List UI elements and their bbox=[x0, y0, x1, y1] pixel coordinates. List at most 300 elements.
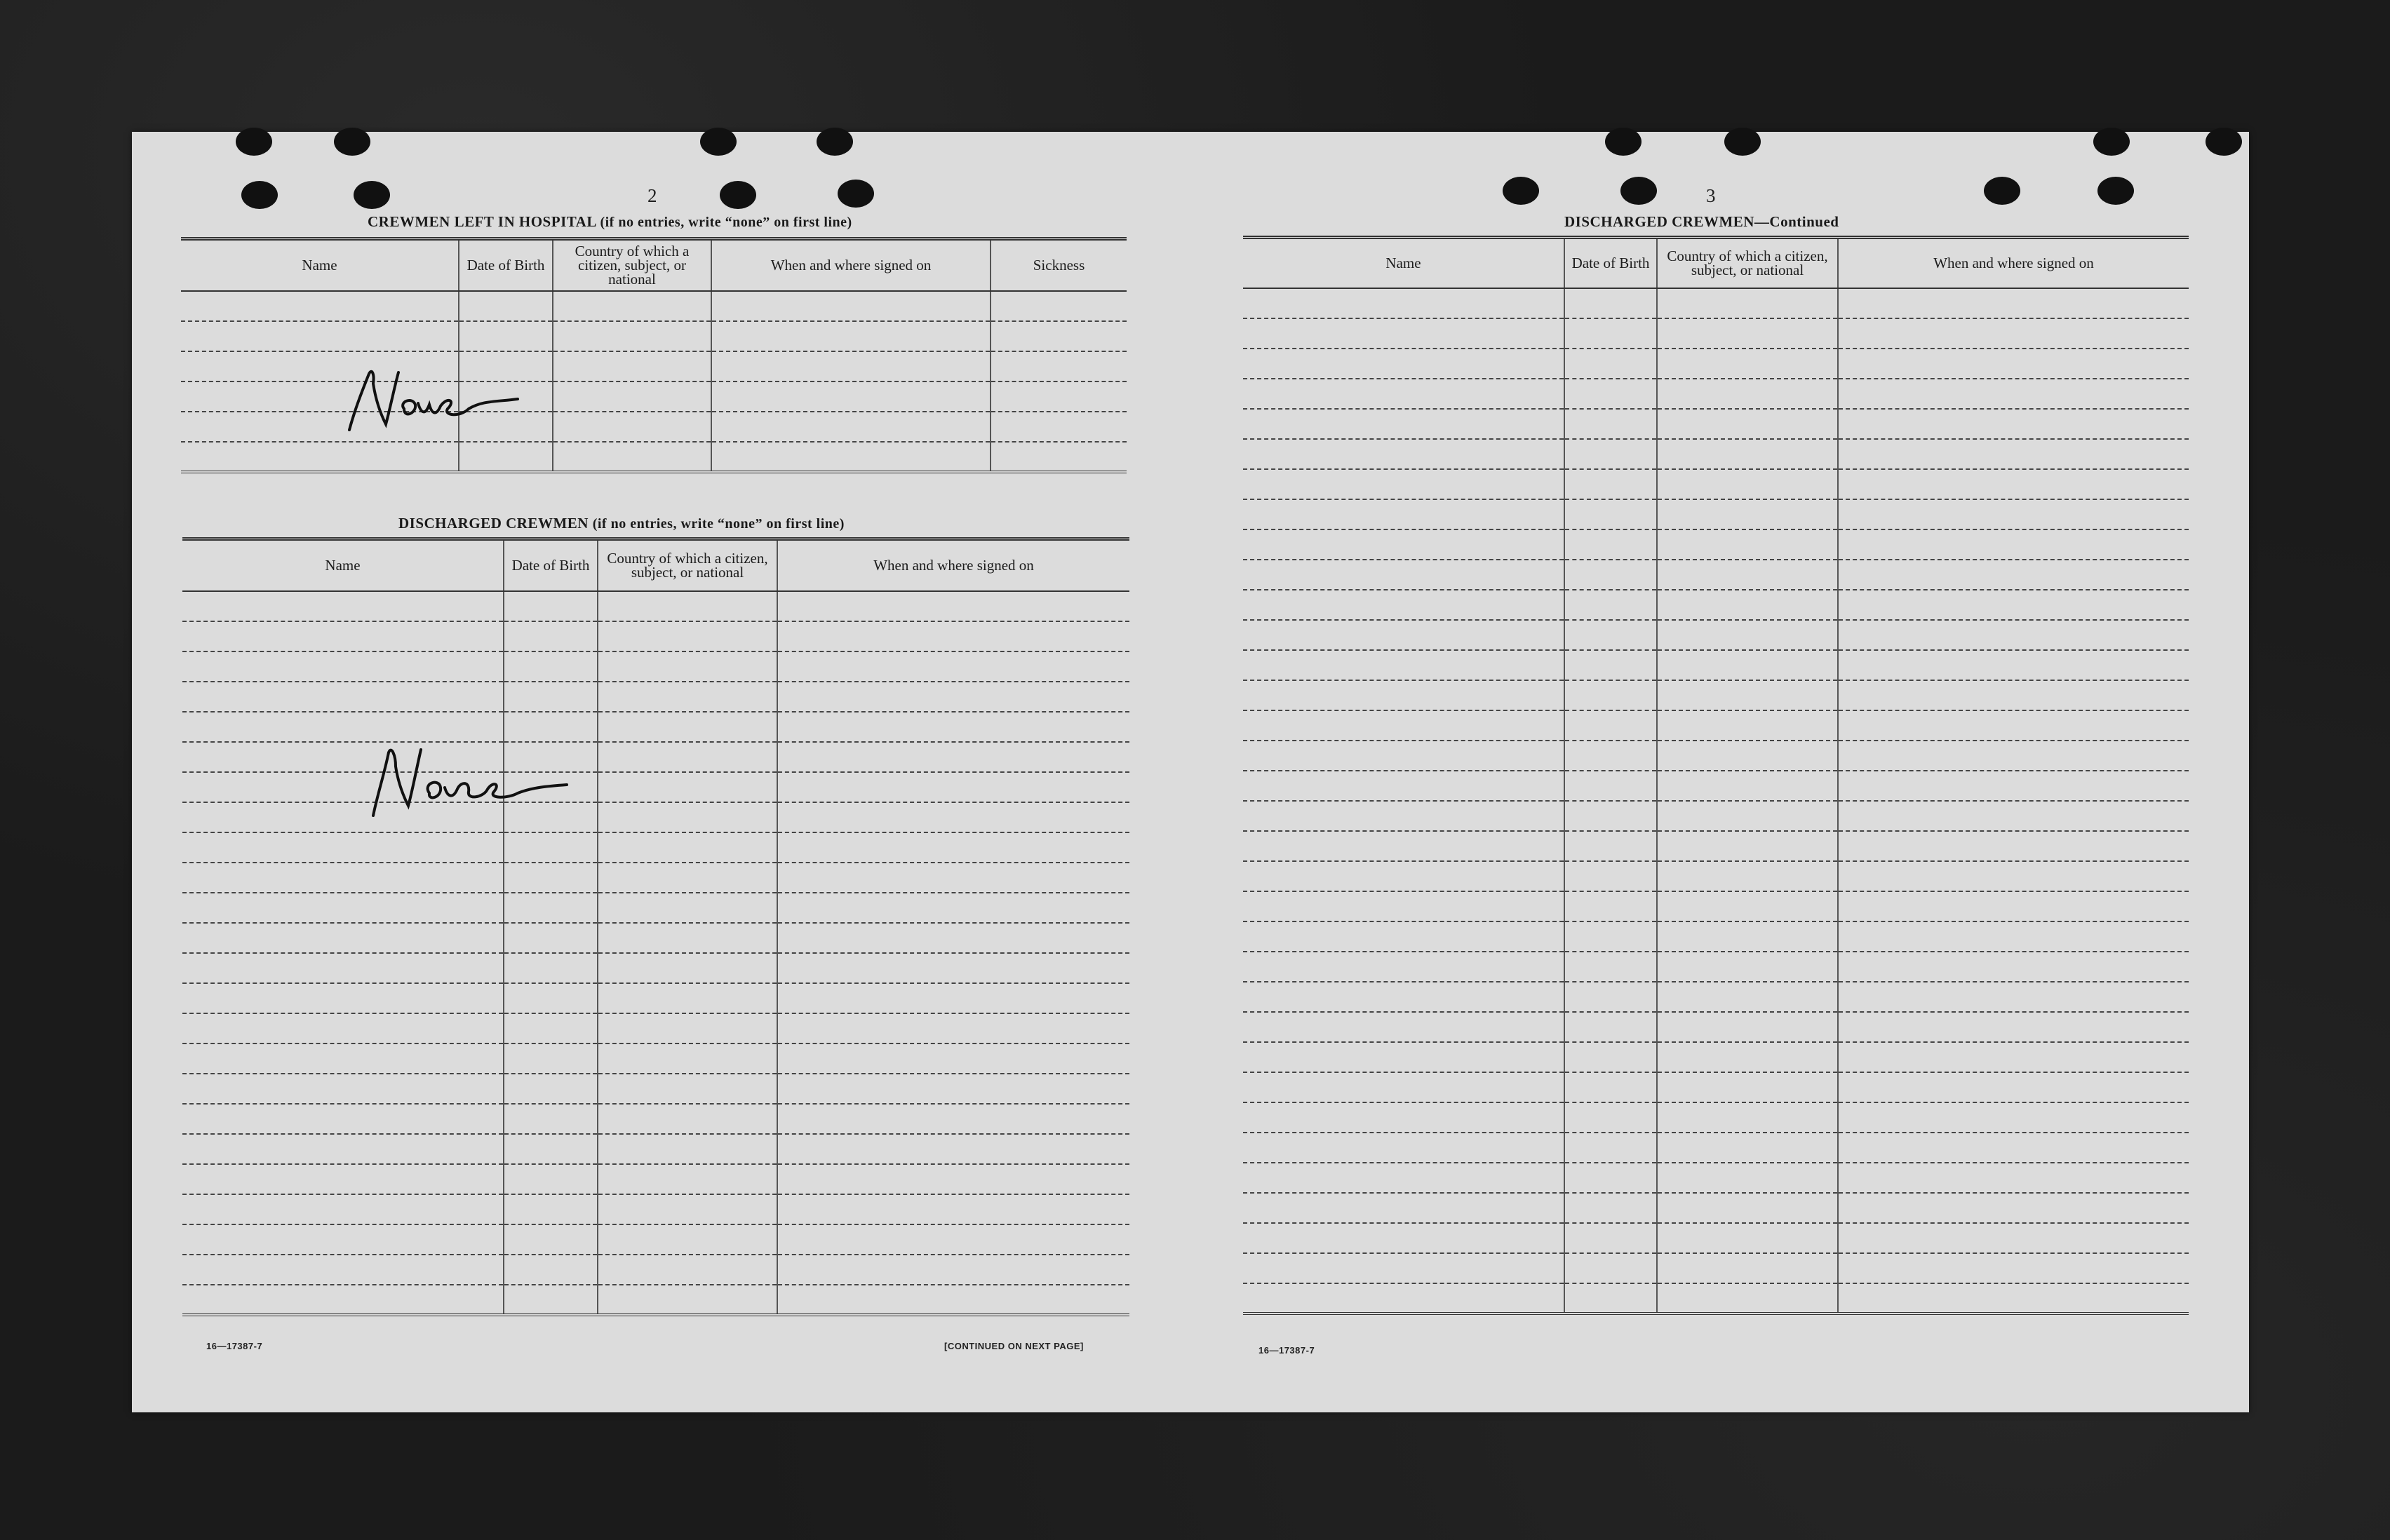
dob-cell[interactable] bbox=[1564, 741, 1657, 771]
dob-cell[interactable] bbox=[504, 1074, 598, 1104]
name-cell[interactable] bbox=[182, 802, 504, 832]
table-row bbox=[1243, 891, 2189, 921]
dob-cell[interactable] bbox=[504, 621, 598, 651]
dob-cell[interactable] bbox=[504, 651, 598, 682]
name-cell[interactable] bbox=[1243, 318, 1564, 349]
col-header-country: Country of which a citizen, subject, or national bbox=[553, 239, 711, 291]
name-cell[interactable] bbox=[1243, 288, 1564, 318]
table-row bbox=[1243, 469, 2189, 499]
sickness-cell[interactable] bbox=[991, 412, 1127, 442]
dob-cell[interactable] bbox=[1564, 560, 1657, 590]
table-row bbox=[1243, 952, 2189, 982]
dob-cell[interactable] bbox=[504, 1043, 598, 1074]
country-cell[interactable] bbox=[598, 1043, 777, 1074]
signed-on-cell[interactable] bbox=[1838, 409, 2189, 439]
signed-on-cell[interactable] bbox=[1838, 1283, 2189, 1313]
name-cell[interactable] bbox=[181, 291, 459, 321]
signed-on-cell[interactable] bbox=[1838, 1102, 2189, 1133]
dob-cell[interactable] bbox=[1564, 1012, 1657, 1042]
sickness-cell[interactable] bbox=[991, 321, 1127, 351]
country-cell[interactable] bbox=[598, 923, 777, 953]
name-cell[interactable] bbox=[1243, 891, 1564, 921]
signed-on-cell[interactable] bbox=[777, 832, 1129, 863]
country-cell[interactable] bbox=[1657, 288, 1838, 318]
dob-cell[interactable] bbox=[1564, 620, 1657, 650]
name-cell[interactable] bbox=[1243, 952, 1564, 982]
dob-cell[interactable] bbox=[459, 351, 553, 381]
signed-on-cell[interactable] bbox=[1838, 620, 2189, 650]
name-cell[interactable] bbox=[1243, 1012, 1564, 1042]
country-cell[interactable] bbox=[553, 351, 711, 381]
signed-on-cell[interactable] bbox=[777, 1255, 1129, 1285]
signed-on-cell[interactable] bbox=[711, 351, 991, 381]
table-row bbox=[1243, 439, 2189, 469]
country-cell[interactable] bbox=[598, 893, 777, 923]
name-cell[interactable] bbox=[1243, 831, 1564, 861]
name-cell[interactable] bbox=[1243, 1163, 1564, 1193]
name-cell[interactable] bbox=[181, 442, 459, 472]
signed-on-cell[interactable] bbox=[1838, 831, 2189, 861]
dob-cell[interactable] bbox=[1564, 771, 1657, 801]
country-cell[interactable] bbox=[1657, 379, 1838, 409]
name-cell[interactable] bbox=[1243, 1133, 1564, 1163]
country-cell[interactable] bbox=[598, 742, 777, 772]
dob-cell[interactable] bbox=[1564, 529, 1657, 560]
country-cell[interactable] bbox=[1657, 349, 1838, 379]
col-header-country: Country of which a citizen, subject, or national bbox=[598, 539, 777, 591]
name-cell[interactable] bbox=[182, 1285, 504, 1315]
dob-cell[interactable] bbox=[1564, 379, 1657, 409]
signed-on-cell[interactable] bbox=[777, 1013, 1129, 1043]
country-cell[interactable] bbox=[598, 863, 777, 893]
signed-on-cell[interactable] bbox=[1838, 1072, 2189, 1102]
name-cell[interactable] bbox=[182, 742, 504, 772]
signed-on-cell[interactable] bbox=[1838, 710, 2189, 741]
hospital-title-text: CREWMEN LEFT IN HOSPITAL bbox=[368, 213, 596, 230]
country-cell[interactable] bbox=[1657, 409, 1838, 439]
country-cell[interactable] bbox=[553, 442, 711, 472]
dob-cell[interactable] bbox=[1564, 1072, 1657, 1102]
country-cell[interactable] bbox=[1657, 1042, 1838, 1072]
dob-cell[interactable] bbox=[1564, 891, 1657, 921]
signed-on-cell[interactable] bbox=[1838, 560, 2189, 590]
name-cell[interactable] bbox=[1243, 620, 1564, 650]
name-cell[interactable] bbox=[1243, 499, 1564, 529]
dob-cell[interactable] bbox=[504, 1224, 598, 1255]
name-cell[interactable] bbox=[1243, 1283, 1564, 1313]
country-cell[interactable] bbox=[1657, 921, 1838, 952]
name-cell[interactable] bbox=[1243, 771, 1564, 801]
name-cell[interactable] bbox=[182, 591, 504, 621]
country-cell[interactable] bbox=[598, 832, 777, 863]
name-cell[interactable] bbox=[1243, 560, 1564, 590]
dob-cell[interactable] bbox=[1564, 861, 1657, 891]
col-header-signed-on: When and where signed on bbox=[777, 539, 1129, 591]
table-row bbox=[182, 832, 1129, 863]
name-cell[interactable] bbox=[182, 832, 504, 863]
dob-cell[interactable] bbox=[1564, 1163, 1657, 1193]
country-cell[interactable] bbox=[598, 953, 777, 983]
dob-cell[interactable] bbox=[1564, 590, 1657, 620]
country-cell[interactable] bbox=[1657, 620, 1838, 650]
country-cell[interactable] bbox=[598, 772, 777, 802]
name-cell[interactable] bbox=[181, 381, 459, 412]
country-cell[interactable] bbox=[598, 682, 777, 712]
name-cell[interactable] bbox=[1243, 741, 1564, 771]
table-row bbox=[1243, 861, 2189, 891]
col-header-name: Name bbox=[182, 539, 504, 591]
signed-on-cell[interactable] bbox=[1838, 469, 2189, 499]
signed-on-cell[interactable] bbox=[711, 442, 991, 472]
signed-on-cell[interactable] bbox=[1838, 349, 2189, 379]
dob-cell[interactable] bbox=[1564, 1253, 1657, 1283]
dob-cell[interactable] bbox=[1564, 409, 1657, 439]
country-cell[interactable] bbox=[598, 1285, 777, 1315]
country-cell[interactable] bbox=[553, 381, 711, 412]
signed-on-cell[interactable] bbox=[1838, 1253, 2189, 1283]
sickness-cell[interactable] bbox=[991, 381, 1127, 412]
signed-on-cell[interactable] bbox=[777, 682, 1129, 712]
dob-cell[interactable] bbox=[504, 983, 598, 1013]
dob-cell[interactable] bbox=[1564, 710, 1657, 741]
hospital-instruction: (if no entries, write “none” on first line) bbox=[600, 215, 852, 230]
name-cell[interactable] bbox=[182, 953, 504, 983]
hospital-section-title bbox=[368, 213, 852, 231]
name-cell[interactable] bbox=[182, 1104, 504, 1134]
name-cell[interactable] bbox=[1243, 982, 1564, 1012]
country-cell[interactable] bbox=[1657, 590, 1838, 620]
country-cell[interactable] bbox=[1657, 650, 1838, 680]
signed-on-cell[interactable] bbox=[777, 712, 1129, 742]
table-row bbox=[182, 1224, 1129, 1255]
signed-on-cell[interactable] bbox=[1838, 921, 2189, 952]
country-cell[interactable] bbox=[598, 712, 777, 742]
signed-on-cell[interactable] bbox=[1838, 650, 2189, 680]
dob-cell[interactable] bbox=[1564, 349, 1657, 379]
dob-cell[interactable] bbox=[504, 682, 598, 712]
country-cell[interactable] bbox=[598, 983, 777, 1013]
dob-cell[interactable] bbox=[1564, 650, 1657, 680]
signed-on-cell[interactable] bbox=[1838, 1193, 2189, 1223]
signed-on-cell[interactable] bbox=[777, 802, 1129, 832]
punch-hole-icon bbox=[817, 128, 853, 156]
signed-on-cell[interactable] bbox=[1838, 499, 2189, 529]
country-cell[interactable] bbox=[1657, 771, 1838, 801]
name-cell[interactable] bbox=[182, 682, 504, 712]
table-row bbox=[1243, 1102, 2189, 1133]
country-cell[interactable] bbox=[1657, 861, 1838, 891]
signed-on-cell[interactable] bbox=[777, 983, 1129, 1013]
country-cell[interactable] bbox=[598, 1074, 777, 1104]
name-cell[interactable] bbox=[182, 983, 504, 1013]
name-cell[interactable] bbox=[1243, 529, 1564, 560]
name-cell[interactable] bbox=[182, 1013, 504, 1043]
country-cell[interactable] bbox=[1657, 741, 1838, 771]
dob-cell[interactable] bbox=[504, 772, 598, 802]
signed-on-cell[interactable] bbox=[777, 651, 1129, 682]
dob-cell[interactable] bbox=[459, 442, 553, 472]
country-cell[interactable] bbox=[1657, 1193, 1838, 1223]
table-row bbox=[1243, 1193, 2189, 1223]
dob-cell[interactable] bbox=[504, 1285, 598, 1315]
signed-on-cell[interactable] bbox=[1838, 982, 2189, 1012]
signed-on-cell[interactable] bbox=[777, 1104, 1129, 1134]
table-row bbox=[182, 1164, 1129, 1194]
country-cell[interactable] bbox=[1657, 952, 1838, 982]
signed-on-cell[interactable] bbox=[777, 1194, 1129, 1224]
dob-cell[interactable] bbox=[1564, 1042, 1657, 1072]
signed-on-cell[interactable] bbox=[777, 772, 1129, 802]
table-row bbox=[1243, 349, 2189, 379]
punch-hole-icon bbox=[2093, 128, 2130, 156]
dob-cell[interactable] bbox=[504, 712, 598, 742]
dob-cell[interactable] bbox=[1564, 318, 1657, 349]
signed-on-cell[interactable] bbox=[1838, 529, 2189, 560]
name-cell[interactable] bbox=[182, 621, 504, 651]
signed-on-cell[interactable] bbox=[1838, 1163, 2189, 1193]
signed-on-cell[interactable] bbox=[777, 1074, 1129, 1104]
table-row bbox=[182, 621, 1129, 651]
country-cell[interactable] bbox=[1657, 1072, 1838, 1102]
table-row bbox=[181, 321, 1127, 351]
country-cell[interactable] bbox=[1657, 1163, 1838, 1193]
dob-cell[interactable] bbox=[1564, 952, 1657, 982]
country-cell[interactable] bbox=[598, 802, 777, 832]
country-cell[interactable] bbox=[1657, 710, 1838, 741]
name-cell[interactable] bbox=[182, 772, 504, 802]
country-cell[interactable] bbox=[598, 621, 777, 651]
country-cell[interactable] bbox=[1657, 801, 1838, 831]
signed-on-cell[interactable] bbox=[711, 291, 991, 321]
form-code: 16—17387-7 bbox=[1258, 1345, 1315, 1356]
name-cell[interactable] bbox=[182, 1074, 504, 1104]
name-cell[interactable] bbox=[1243, 409, 1564, 439]
sickness-cell[interactable] bbox=[991, 291, 1127, 321]
country-cell[interactable] bbox=[1657, 529, 1838, 560]
dob-cell[interactable] bbox=[1564, 982, 1657, 1012]
name-cell[interactable] bbox=[1243, 801, 1564, 831]
table-row bbox=[182, 1255, 1129, 1285]
name-cell[interactable] bbox=[181, 351, 459, 381]
punch-hole-icon bbox=[838, 180, 874, 208]
country-cell[interactable] bbox=[598, 1255, 777, 1285]
country-cell[interactable] bbox=[1657, 499, 1838, 529]
name-cell[interactable] bbox=[182, 863, 504, 893]
signed-on-cell[interactable] bbox=[777, 1134, 1129, 1164]
dob-cell[interactable] bbox=[504, 1164, 598, 1194]
dob-cell[interactable] bbox=[1564, 831, 1657, 861]
discharged-instruction: (if no entries, write “none” on first line) bbox=[592, 516, 845, 532]
dob-cell[interactable] bbox=[504, 802, 598, 832]
name-cell[interactable] bbox=[1243, 1193, 1564, 1223]
name-cell[interactable] bbox=[182, 1134, 504, 1164]
name-cell[interactable] bbox=[1243, 1072, 1564, 1102]
name-cell[interactable] bbox=[1243, 349, 1564, 379]
punch-hole-icon bbox=[2206, 128, 2242, 156]
name-cell[interactable] bbox=[1243, 590, 1564, 620]
signed-on-cell[interactable] bbox=[1838, 288, 2189, 318]
name-cell[interactable] bbox=[182, 712, 504, 742]
signed-on-cell[interactable] bbox=[711, 412, 991, 442]
signed-on-cell[interactable] bbox=[1838, 439, 2189, 469]
name-cell[interactable] bbox=[1243, 1253, 1564, 1283]
name-cell[interactable] bbox=[182, 651, 504, 682]
dob-cell[interactable] bbox=[1564, 801, 1657, 831]
country-cell[interactable] bbox=[598, 1104, 777, 1134]
signed-on-cell[interactable] bbox=[1838, 952, 2189, 982]
dob-cell[interactable] bbox=[504, 1013, 598, 1043]
dob-cell[interactable] bbox=[504, 1104, 598, 1134]
dob-cell[interactable] bbox=[504, 1255, 598, 1285]
name-cell[interactable] bbox=[1243, 1042, 1564, 1072]
signed-on-cell[interactable] bbox=[1838, 1012, 2189, 1042]
signed-on-cell[interactable] bbox=[777, 591, 1129, 621]
dob-cell[interactable] bbox=[1564, 1193, 1657, 1223]
country-cell[interactable] bbox=[553, 412, 711, 442]
country-cell[interactable] bbox=[598, 591, 777, 621]
signed-on-cell[interactable] bbox=[777, 1285, 1129, 1315]
signed-on-cell[interactable] bbox=[777, 1043, 1129, 1074]
country-cell[interactable] bbox=[1657, 1223, 1838, 1253]
country-cell[interactable] bbox=[553, 291, 711, 321]
country-cell[interactable] bbox=[1657, 1102, 1838, 1133]
country-cell[interactable] bbox=[1657, 982, 1838, 1012]
table-row bbox=[1243, 560, 2189, 590]
dob-cell[interactable] bbox=[1564, 1223, 1657, 1253]
table-row bbox=[1243, 801, 2189, 831]
country-cell[interactable] bbox=[1657, 318, 1838, 349]
signed-on-cell[interactable] bbox=[777, 621, 1129, 651]
signed-on-cell[interactable] bbox=[1838, 771, 2189, 801]
signed-on-cell[interactable] bbox=[711, 381, 991, 412]
signed-on-cell[interactable] bbox=[1838, 1133, 2189, 1163]
country-cell[interactable] bbox=[1657, 1012, 1838, 1042]
name-cell[interactable] bbox=[1243, 439, 1564, 469]
discharged-continued-title: DISCHARGED CREWMEN—Continued bbox=[1564, 213, 1839, 230]
name-cell[interactable] bbox=[181, 321, 459, 351]
country-cell[interactable] bbox=[1657, 1133, 1838, 1163]
dob-cell[interactable] bbox=[504, 1134, 598, 1164]
signed-on-cell[interactable] bbox=[1838, 379, 2189, 409]
signed-on-cell[interactable] bbox=[1838, 318, 2189, 349]
signed-on-cell[interactable] bbox=[711, 321, 991, 351]
country-cell[interactable] bbox=[1657, 831, 1838, 861]
signed-on-cell[interactable] bbox=[777, 893, 1129, 923]
country-cell[interactable] bbox=[598, 1013, 777, 1043]
dob-cell[interactable] bbox=[1564, 1133, 1657, 1163]
signed-on-cell[interactable] bbox=[1838, 891, 2189, 921]
sickness-cell[interactable] bbox=[991, 351, 1127, 381]
country-cell[interactable] bbox=[1657, 891, 1838, 921]
country-cell[interactable] bbox=[598, 1194, 777, 1224]
country-cell[interactable] bbox=[1657, 1283, 1838, 1313]
name-cell[interactable] bbox=[182, 1255, 504, 1285]
signed-on-cell[interactable] bbox=[1838, 680, 2189, 710]
signed-on-cell[interactable] bbox=[777, 923, 1129, 953]
name-cell[interactable] bbox=[181, 412, 459, 442]
name-cell[interactable] bbox=[1243, 379, 1564, 409]
name-cell[interactable] bbox=[1243, 710, 1564, 741]
sickness-cell[interactable] bbox=[991, 442, 1127, 472]
signed-on-cell[interactable] bbox=[777, 1224, 1129, 1255]
country-cell[interactable] bbox=[1657, 1253, 1838, 1283]
name-cell[interactable] bbox=[1243, 680, 1564, 710]
name-cell[interactable] bbox=[182, 923, 504, 953]
dob-cell[interactable] bbox=[459, 412, 553, 442]
name-cell[interactable] bbox=[1243, 469, 1564, 499]
table-row bbox=[1243, 831, 2189, 861]
name-cell[interactable] bbox=[1243, 1223, 1564, 1253]
country-cell[interactable] bbox=[1657, 680, 1838, 710]
name-cell[interactable] bbox=[1243, 861, 1564, 891]
page-number: 3 bbox=[1706, 185, 1716, 206]
country-cell[interactable] bbox=[598, 1134, 777, 1164]
signed-on-cell[interactable] bbox=[1838, 741, 2189, 771]
left-page bbox=[132, 132, 1184, 1412]
dob-cell[interactable] bbox=[504, 863, 598, 893]
dob-cell[interactable] bbox=[1564, 469, 1657, 499]
name-cell[interactable] bbox=[1243, 1102, 1564, 1133]
dob-cell[interactable] bbox=[1564, 1283, 1657, 1313]
dob-cell[interactable] bbox=[504, 923, 598, 953]
country-cell[interactable] bbox=[1657, 469, 1838, 499]
country-cell[interactable] bbox=[598, 1164, 777, 1194]
table-row bbox=[182, 1134, 1129, 1164]
country-cell[interactable] bbox=[1657, 439, 1838, 469]
dob-cell[interactable] bbox=[504, 1194, 598, 1224]
dob-cell[interactable] bbox=[504, 742, 598, 772]
signed-on-cell[interactable] bbox=[777, 863, 1129, 893]
dob-cell[interactable] bbox=[1564, 1102, 1657, 1133]
dob-cell[interactable] bbox=[1564, 288, 1657, 318]
name-cell[interactable] bbox=[182, 1194, 504, 1224]
dob-cell[interactable] bbox=[459, 381, 553, 412]
signed-on-cell[interactable] bbox=[1838, 1223, 2189, 1253]
dob-cell[interactable] bbox=[504, 953, 598, 983]
dob-cell[interactable] bbox=[459, 291, 553, 321]
name-cell[interactable] bbox=[182, 1043, 504, 1074]
signed-on-cell[interactable] bbox=[777, 742, 1129, 772]
dob-cell[interactable] bbox=[1564, 921, 1657, 952]
country-cell[interactable] bbox=[598, 651, 777, 682]
dob-cell[interactable] bbox=[504, 591, 598, 621]
signed-on-cell[interactable] bbox=[1838, 1042, 2189, 1072]
name-cell[interactable] bbox=[182, 1224, 504, 1255]
dob-cell[interactable] bbox=[459, 321, 553, 351]
country-cell[interactable] bbox=[553, 321, 711, 351]
dob-cell[interactable] bbox=[504, 893, 598, 923]
table-row bbox=[182, 863, 1129, 893]
signed-on-cell[interactable] bbox=[1838, 861, 2189, 891]
table-row bbox=[182, 1013, 1129, 1043]
dob-cell[interactable] bbox=[1564, 439, 1657, 469]
signed-on-cell[interactable] bbox=[1838, 801, 2189, 831]
country-cell[interactable] bbox=[1657, 560, 1838, 590]
name-cell[interactable] bbox=[1243, 921, 1564, 952]
dob-cell[interactable] bbox=[1564, 680, 1657, 710]
signed-on-cell[interactable] bbox=[777, 1164, 1129, 1194]
col-header-name: Name bbox=[181, 239, 459, 291]
signed-on-cell[interactable] bbox=[1838, 590, 2189, 620]
country-cell[interactable] bbox=[598, 1224, 777, 1255]
name-cell[interactable] bbox=[1243, 650, 1564, 680]
dob-cell[interactable] bbox=[504, 832, 598, 863]
name-cell[interactable] bbox=[182, 893, 504, 923]
signed-on-cell[interactable] bbox=[777, 953, 1129, 983]
name-cell[interactable] bbox=[182, 1164, 504, 1194]
table-row bbox=[1243, 1283, 2189, 1313]
dob-cell[interactable] bbox=[1564, 499, 1657, 529]
